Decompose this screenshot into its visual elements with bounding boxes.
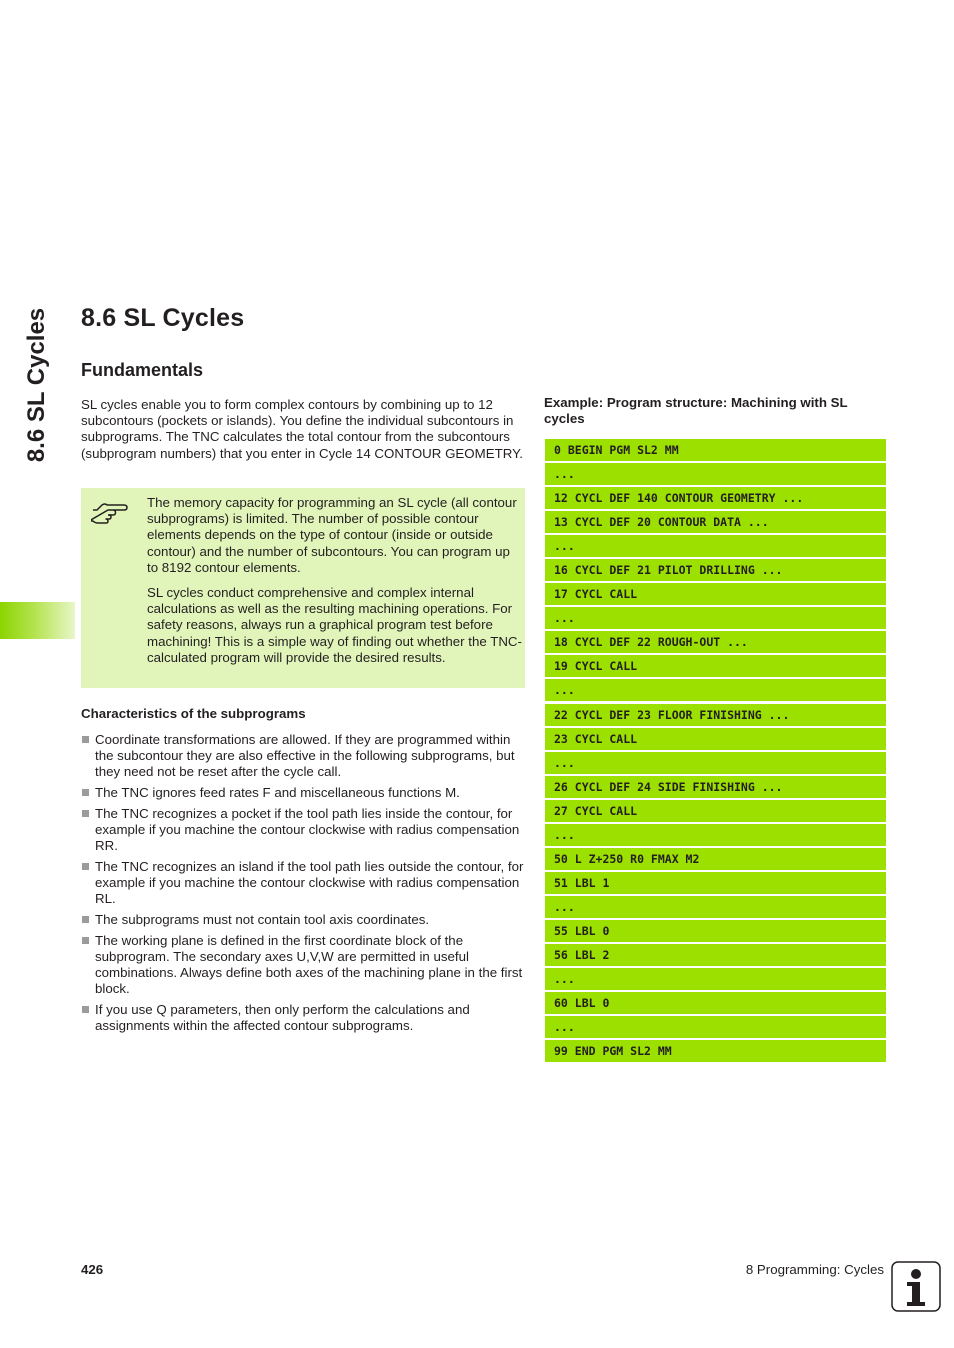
code-line: 22 CYCL DEF 23 FLOOR FINISHING ... (545, 704, 886, 726)
list-item-text: The TNC recognizes a pocket if the tool path lies inside the contour, for example if you machine the contour clockwise with radius compensation RR. (95, 806, 520, 853)
square-bullet-icon (82, 863, 89, 870)
code-line: 99 END PGM SL2 MM (545, 1040, 886, 1062)
list-item (81, 1002, 526, 1034)
code-line: 16 CYCL DEF 21 PILOT DRILLING ... (545, 559, 886, 581)
code-line: ... (545, 896, 886, 918)
square-bullet-icon (82, 810, 89, 817)
list-item (81, 785, 526, 801)
nc-program-listing (545, 439, 886, 1064)
characteristics-list (81, 732, 526, 1039)
code-line: 56 LBL 2 (545, 944, 886, 966)
list-item (81, 859, 526, 907)
code-line: 55 LBL 0 (545, 920, 886, 942)
square-bullet-icon (82, 789, 89, 796)
subsection-title: Fundamentals (81, 360, 204, 380)
square-bullet-icon (82, 1006, 89, 1013)
note-box (81, 488, 525, 688)
code-line: ... (545, 824, 886, 846)
code-line: 17 CYCL CALL (545, 583, 886, 605)
code-line: ... (545, 463, 886, 485)
list-item-text: Coordinate transformations are allowed. If they are programmed within the subcontour they are also effective in the following subprograms, but they need not be reset after the cycle call. (95, 732, 515, 779)
list-item-text: The subprograms must not contain tool axis coordinates. (95, 912, 430, 927)
list-item-text: If you use Q parameters, then only perform the calculations and assignments within the affected contour subprograms. (95, 1002, 470, 1033)
code-line: ... (545, 679, 886, 701)
code-line: ... (545, 607, 886, 629)
list-item-text: The TNC recognizes an island if the tool path lies outside the contour, for example if you machine the contour clockwise with radius compensation RL. (95, 859, 524, 906)
characteristics-heading: Characteristics of the subprograms (81, 706, 306, 721)
chapter-tab-marker (0, 602, 75, 639)
example-heading: Example: Program structure: Machining with SL cycles (544, 395, 848, 427)
square-bullet-icon (82, 916, 89, 923)
square-bullet-icon (82, 937, 89, 944)
code-line: 50 L Z+250 R0 FMAX M2 (545, 848, 886, 870)
code-line: ... (545, 752, 886, 774)
code-line: 18 CYCL DEF 22 ROUGH-OUT ... (545, 631, 886, 653)
note-paragraph: The memory capacity for programming an SL cycle (all contour subprograms) is limited. The number of possible contour elements depends on the type of contour (inside or outside contour) and the number of subcontours. You can program up to 8192 contour elements. (147, 495, 517, 575)
list-item (81, 732, 526, 780)
code-line: 12 CYCL DEF 140 CONTOUR GEOMETRY ... (545, 487, 886, 509)
page-number: 426 (81, 1262, 104, 1277)
note-paragraph: SL cycles conduct comprehensive and complex internal calculations as well as the resulting machining operations. For safety reasons, always run a graphical program test before machining! This is a simple way of finding out whether the TNC-calculated program will provide the desired results. (147, 585, 522, 665)
side-chapter-title (12, 300, 62, 470)
list-item (81, 806, 526, 854)
chapter-footer: 8 Programming: Cycles (745, 1262, 884, 1277)
list-item-text: The TNC ignores feed rates F and miscellaneous functions M. (95, 785, 460, 800)
code-line: 0 BEGIN PGM SL2 MM (545, 439, 886, 461)
code-line: 19 CYCL CALL (545, 655, 886, 677)
section-title: 8.6 SL Cycles (81, 304, 245, 332)
square-bullet-icon (82, 736, 89, 743)
code-line: 60 LBL 0 (545, 992, 886, 1014)
list-item (81, 933, 526, 997)
pointing-hand-icon (91, 499, 129, 525)
side-chapter-title-text: 8.6 SL Cycles (23, 307, 50, 463)
code-line: 13 CYCL DEF 20 CONTOUR DATA ... (545, 511, 886, 533)
list-item-text: The working plane is defined in the first coordinate block of the subprogram. The secondary axes U,V,W are permitted in useful combinations. Always define both axes of the machining plane in the first block. (95, 933, 523, 996)
code-line: 27 CYCL CALL (545, 800, 886, 822)
code-line: 26 CYCL DEF 24 SIDE FINISHING ... (545, 776, 886, 798)
intro-paragraph: SL cycles enable you to form complex contours by combining up to 12 subcontours (pockets or islands). You define the individual subcontours in subprograms. The TNC calculates the total contour from the subcontours (subprogram numbers) that you enter in Cycle 14 CONTOUR GEOMETRY. (81, 397, 523, 461)
code-line: 23 CYCL CALL (545, 728, 886, 750)
info-icon[interactable] (891, 1261, 941, 1312)
code-line: ... (545, 968, 886, 990)
code-line: ... (545, 535, 886, 557)
code-line: ... (545, 1016, 886, 1038)
code-line: 51 LBL 1 (545, 872, 886, 894)
list-item (81, 912, 526, 928)
